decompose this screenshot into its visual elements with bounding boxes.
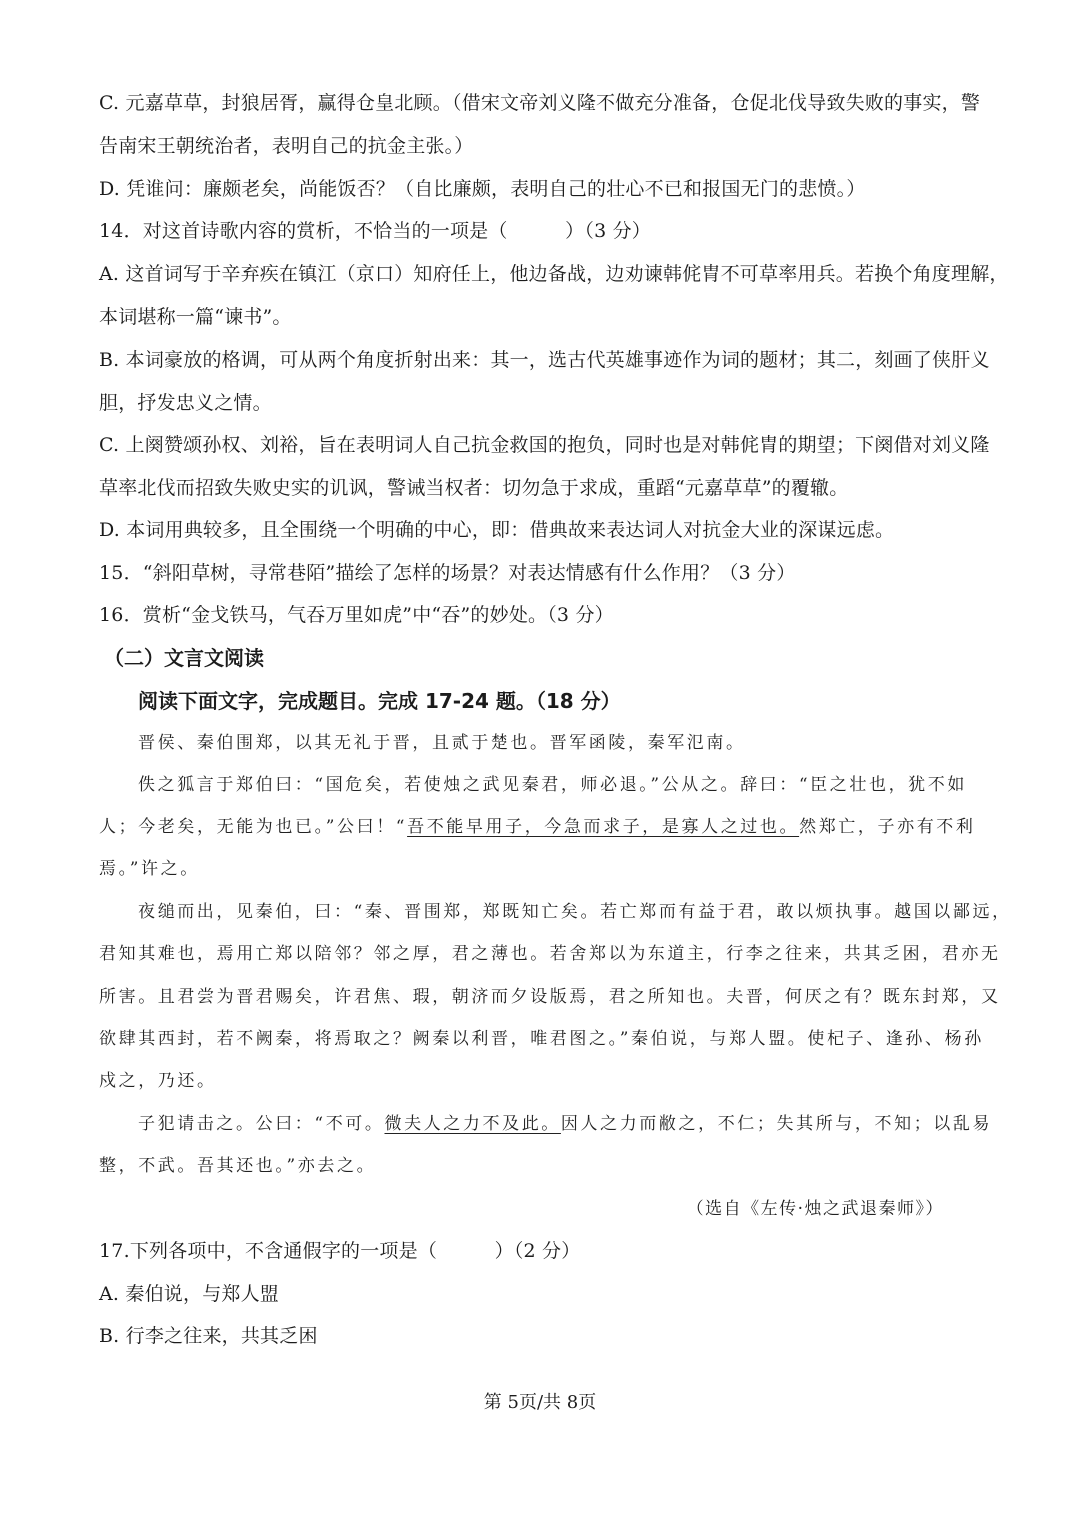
passage-paragraph-2-line3: 焉。”许之。 [99,859,200,879]
passage-paragraph-3-line3: 所害。且君尝为晋君赐矣，许君焦、瑕，朝济而夕设版焉，君之所知也。夫晋，何厌之有？既东封郑，又 [99,987,1001,1007]
passage-paragraph-1: 晋侯、秦伯围郑，以其无礼于晋，且贰于楚也。晋军函陵，秦军氾南。 [138,733,746,753]
passage-text: 子犯请击之。公曰：“不可。 [138,1114,385,1134]
q15-stem: 15．“斜阳草树，寻常巷陌”描绘了怎样的场景？对表达情感有什么作用？（3 分） [99,562,796,584]
underlined-sentence: 吾不能早用子，今急而求子，是寡人之过也。 [407,817,800,837]
passage-paragraph-3-line4: 欲肆其西封，若不阙秦，将焉取之？阙秦以利晋，唯君图之。”秦伯说，与郑人盟。使杞子、逢孙、杨孙 [99,1029,984,1049]
passage-paragraph-3-line2: 君知其难也，焉用亡郑以陪邻？邻之厚，君之薄也。若舍郑以为东道主，行李之往来，共其乏困，君亦无 [99,944,1001,964]
q13-option-d: D. 凭谁问：廉颇老矣，尚能饭否？（自比廉颇，表明自己的壮心不已和报国无门的悲愤。） [99,178,866,200]
q13-option-c-line2: 告南宋王朝统治者，表明自己的抗金主张。） [99,135,474,157]
q14-option-b-line2: 胆，抒发忠义之情。 [99,392,272,414]
q14-option-a-line2: 本词堪称一篇“谏书”。 [99,306,292,328]
q14-option-c-line1: C. 上阕赞颂孙权、刘裕，旨在表明词人自己抗金救国的抱负，同时也是对韩侂胄的期望；下阕借对刘义隆 [99,434,990,456]
passage-paragraph-2-line1: 佚之狐言于郑伯曰：“国危矣，若使烛之武见秦君，师必退。”公从之。辞曰：“臣之壮也，犹不如 [138,775,967,795]
passage-paragraph-3-line5: 戍之，乃还。 [99,1071,217,1091]
q14-option-a-line1: A. 这首词写于辛弃疾在镇江（京口）知府任上，他边备战，边劝谏韩侂胄不可草率用兵。若换个角度理解， [99,263,1009,285]
passage-text: 因人之力而敝之，不仁；失其所与，不知；以乱易 [560,1114,993,1134]
q14-option-c-line2: 草率北伐而招致失败史实的讥讽，警诫当权者：切勿急于求成，重蹈“元嘉草草”的覆辙。 [99,477,849,499]
q14-option-b-line1: B. 本词豪放的格调，可从两个角度折射出来：其一，选古代英雄事迹作为词的题材；其二，刻画了侠肝义 [99,349,990,371]
passage-paragraph-4-line2: 整，不武。吾其还也。”亦去之。 [99,1156,377,1176]
passage-text: 人；今老矣，无能为也已。”公曰！“ [99,817,408,837]
q17-option-a: A. 秦伯说，与郑人盟 [99,1283,280,1305]
section-title: （二）文言文阅读 [104,646,264,670]
q16-stem: 16．赏析“金戈铁马，气吞万里如虎”中“吞”的妙处。（3 分） [99,604,614,626]
passage-source: （选自《左传·烛之武退秦师》） [686,1199,944,1219]
page-number: 第 5页/共 8页 [483,1392,597,1413]
passage-paragraph-4-line1 [138,1112,992,1136]
passage-instruction: 阅读下面文字，完成题目。完成 17-24 题。（18 分） [138,689,621,713]
passage-text: 然郑亡，子亦有不利 [799,817,976,837]
q13-option-c-line1: C. 元嘉草草，封狼居胥，赢得仓皇北顾。（借宋文帝刘义隆不做充分准备，仓促北伐导致失败的事实，警 [99,92,981,114]
q17-stem: 17.下列各项中，不含通假字的一项是（ ）（2 分） [99,1240,581,1262]
q14-option-d: D. 本词用典较多，且全围绕一个明确的中心，即：借典故来表达词人对抗金大业的深谋远虑。 [99,519,895,541]
underlined-sentence: 微夫人之力不及此。 [384,1114,561,1134]
passage-paragraph-3-line1: 夜缒而出，见秦伯，曰：“秦、晋围郑，郑既知亡矣。若亡郑而有益于君，敢以烦执事。越国以鄙远， [138,902,1012,922]
q14-stem: 14．对这首诗歌内容的赏析，不恰当的一项是（ ）（3 分） [99,220,652,242]
q17-option-b: B. 行李之往来，共其乏困 [99,1325,318,1347]
passage-paragraph-2-line2 [99,815,976,839]
